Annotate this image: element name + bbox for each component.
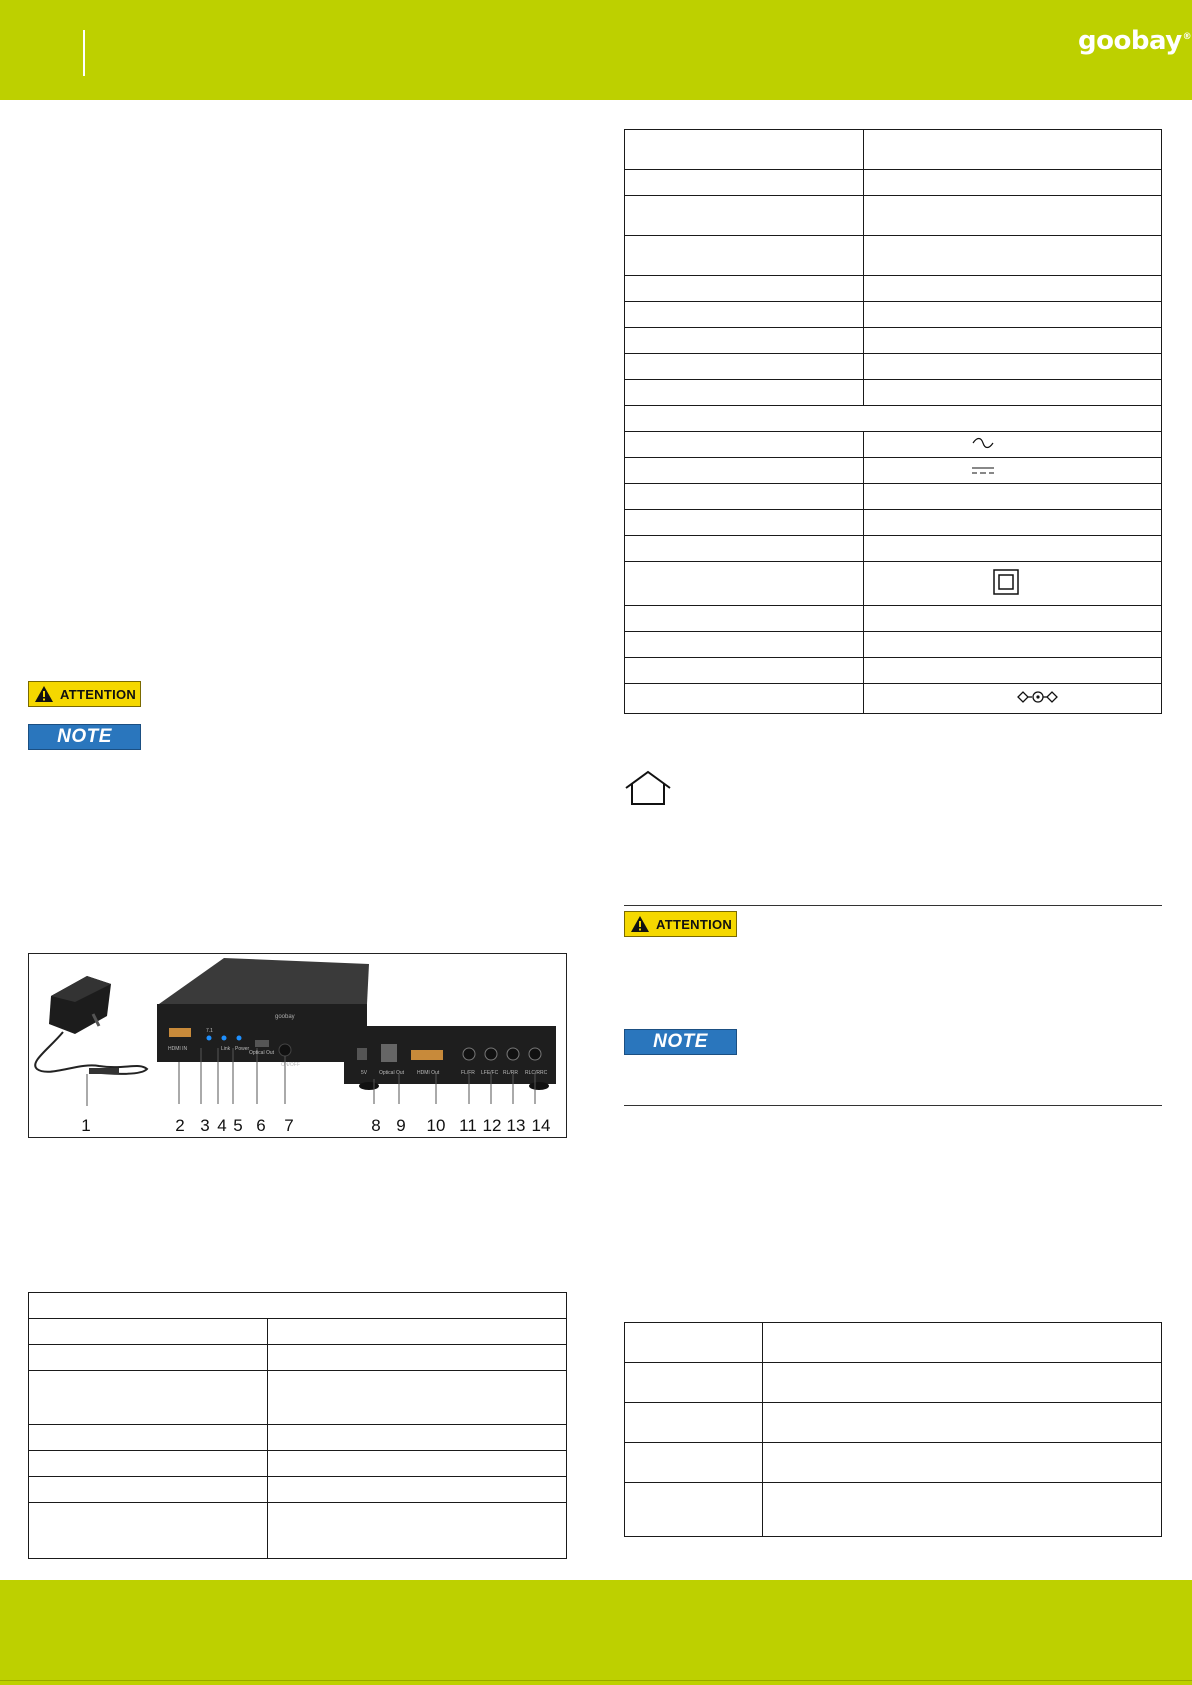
table-row — [625, 406, 1162, 432]
warning-icon — [34, 685, 54, 703]
header-divider — [83, 30, 85, 76]
note-badge-left: NOTE — [28, 724, 141, 750]
table-cell — [625, 328, 864, 354]
table-cell — [625, 1403, 763, 1443]
table-cell — [625, 484, 864, 510]
table-cell — [625, 1363, 763, 1403]
figure-label-8: 8 — [371, 1116, 381, 1135]
table-cell — [864, 510, 1162, 536]
table-cell — [763, 1483, 1162, 1537]
attention-badge-left — [28, 681, 141, 707]
port-label: 7.1 — [206, 1028, 213, 1034]
dc-current-icon — [971, 465, 995, 475]
table-cell — [864, 354, 1162, 380]
table-cell — [268, 1345, 567, 1371]
figure-label-11: 11 — [459, 1116, 477, 1135]
port-label: ON/OFF — [281, 1062, 300, 1068]
table-row — [29, 1293, 567, 1319]
table-cell — [625, 458, 864, 484]
right-bottom-table — [624, 1322, 1162, 1537]
table-cell — [763, 1403, 1162, 1443]
table-cell — [625, 236, 864, 276]
table-cell — [864, 606, 1162, 632]
table-cell — [268, 1503, 567, 1559]
table-cell — [864, 170, 1162, 196]
figure-label-13: 13 — [506, 1116, 526, 1135]
table-cell — [864, 684, 1162, 714]
port-label: Power — [235, 1046, 250, 1052]
table-cell — [763, 1363, 1162, 1403]
table-cell — [268, 1451, 567, 1477]
port-label: RLC/RRC — [525, 1070, 548, 1076]
table-cell — [625, 1483, 763, 1537]
table-cell — [763, 1443, 1162, 1483]
table-cell — [864, 328, 1162, 354]
attention-label: ATTENTION — [60, 686, 137, 702]
table-cell — [268, 1319, 567, 1345]
port-label: HDMI Out — [417, 1070, 440, 1076]
table-cell — [625, 170, 864, 196]
port-label: LFE/FC — [481, 1070, 499, 1076]
table-cell — [864, 276, 1162, 302]
device-front-image — [157, 958, 369, 1104]
table-cell — [625, 432, 864, 458]
table-cell — [864, 658, 1162, 684]
figure-label-1: 1 — [81, 1116, 91, 1135]
protection-class-2-icon — [993, 569, 1019, 595]
right-spec-table — [624, 129, 1162, 714]
warning-icon — [630, 915, 650, 933]
table-cell — [625, 276, 864, 302]
port-label: FL/FR — [461, 1070, 475, 1076]
table-cell — [864, 484, 1162, 510]
table-cell — [625, 658, 864, 684]
product-photo — [28, 953, 567, 1138]
figure-label-2: 2 — [175, 1116, 185, 1135]
table-cell — [268, 1371, 567, 1425]
footer-rule — [0, 1680, 1192, 1681]
attention-label: ATTENTION — [656, 916, 733, 932]
table-cell — [625, 130, 864, 170]
port-label: Optical Out — [379, 1070, 405, 1076]
port-label: RL/RR — [503, 1070, 519, 1076]
section-divider-bottom — [624, 1105, 1162, 1106]
table-cell — [268, 1477, 567, 1503]
product-illustration — [29, 954, 566, 1137]
table-cell — [625, 510, 864, 536]
figure-label-3: 3 — [200, 1116, 210, 1135]
table-cell — [625, 380, 864, 406]
port-label: Link — [221, 1046, 231, 1052]
figure-label-6: 6 — [256, 1116, 266, 1135]
table-cell — [29, 1319, 268, 1345]
ac-current-icon — [972, 437, 994, 449]
table-cell — [864, 236, 1162, 276]
port-label: Optical Out — [249, 1050, 275, 1056]
attention-badge-right — [624, 911, 737, 937]
device-rear-image — [344, 1026, 556, 1104]
power-adapter-image — [35, 976, 147, 1106]
page-footer — [0, 1580, 1192, 1685]
indoor-use-house-icon — [624, 770, 674, 806]
table-cell — [864, 432, 1162, 458]
table-cell — [864, 302, 1162, 328]
page-header — [0, 0, 1192, 100]
table-cell — [763, 1323, 1162, 1363]
figure-label-7: 7 — [284, 1116, 294, 1135]
table-cell — [625, 196, 864, 236]
figure-label-5: 5 — [233, 1116, 243, 1135]
table-cell — [864, 130, 1162, 170]
table-cell — [29, 1477, 268, 1503]
table-cell — [29, 1425, 268, 1451]
table-cell — [29, 1371, 268, 1425]
polarity-icon — [1016, 690, 1060, 704]
table-cell — [625, 684, 864, 714]
table-cell — [864, 196, 1162, 236]
table-cell — [864, 458, 1162, 484]
figure-label-4: 4 — [217, 1116, 227, 1135]
svg-text:goobay: goobay — [275, 1014, 295, 1020]
table-cell — [625, 606, 864, 632]
table-cell — [864, 562, 1162, 606]
left-spec-table — [28, 1292, 567, 1559]
table-cell — [625, 632, 864, 658]
table-cell — [625, 302, 864, 328]
figure-label-12: 12 — [482, 1116, 502, 1135]
note-badge-right: NOTE — [624, 1029, 737, 1055]
table-cell — [29, 1451, 268, 1477]
port-label: HDMI IN — [168, 1046, 188, 1052]
goobay-logo: goobay® — [1078, 26, 1192, 56]
port-label: 5V — [361, 1070, 368, 1076]
table-cell — [29, 1503, 268, 1559]
section-divider-top — [624, 905, 1162, 906]
table-cell — [864, 536, 1162, 562]
figure-label-10: 10 — [426, 1116, 446, 1135]
table-cell — [268, 1425, 567, 1451]
table-cell — [864, 380, 1162, 406]
figure-label-14: 14 — [531, 1116, 551, 1135]
table-cell — [625, 536, 864, 562]
table-cell — [29, 1345, 268, 1371]
figure-label-9: 9 — [396, 1116, 406, 1135]
table-cell — [625, 354, 864, 380]
table-cell — [625, 562, 864, 606]
table-cell — [625, 1323, 763, 1363]
table-cell — [625, 1443, 763, 1483]
table-cell — [864, 632, 1162, 658]
